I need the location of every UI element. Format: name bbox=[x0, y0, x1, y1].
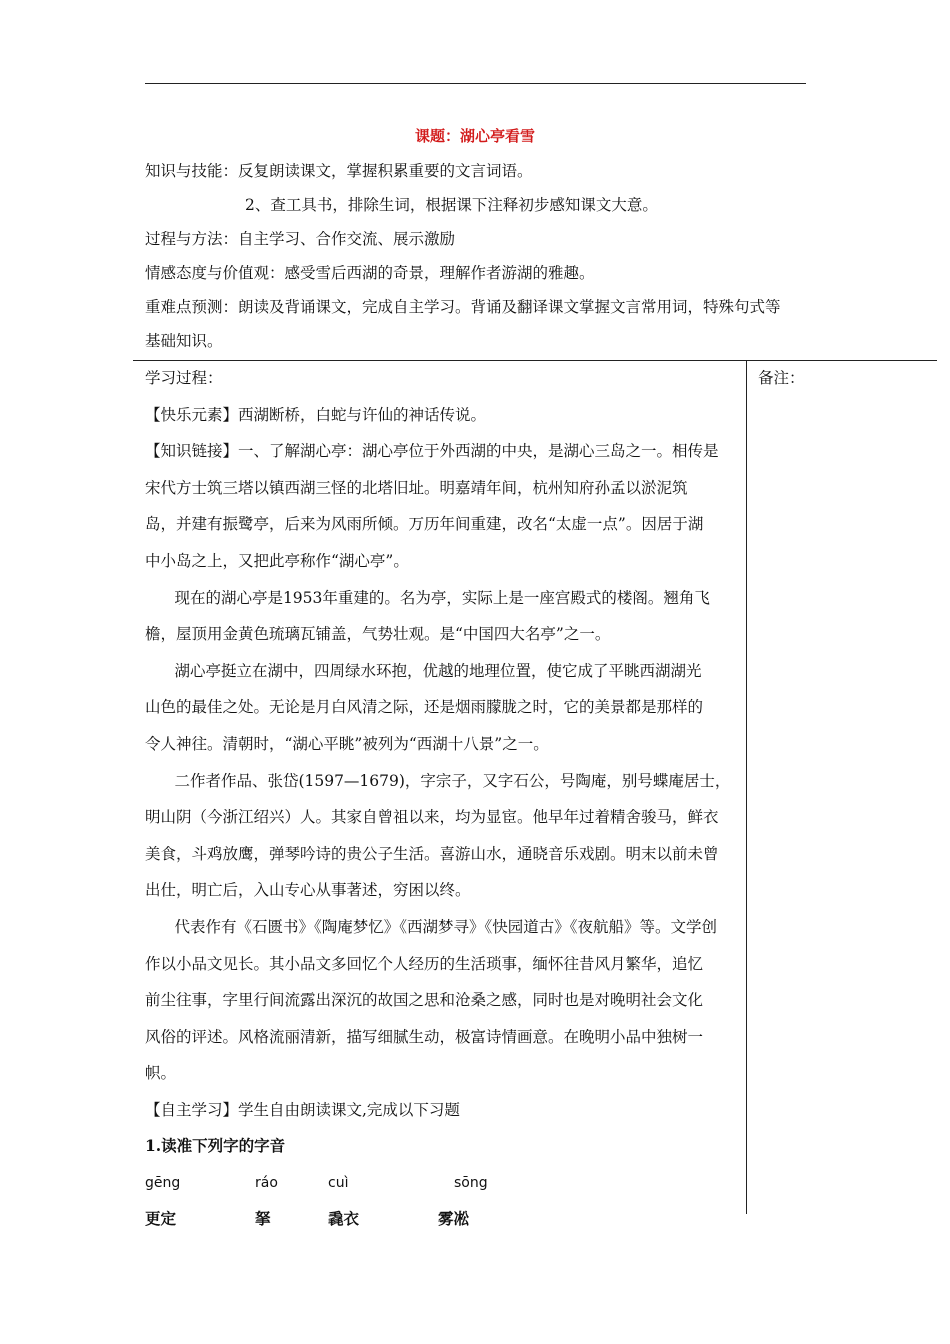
notes-label: 备注： bbox=[758, 369, 805, 387]
text-line: 明山阴（今浙江绍兴）人。其家自曾祖以来，均为显宦。他早年过着精舍骏马，鲜衣 bbox=[145, 808, 719, 827]
objective-line: 2、查工具书，排除生词，根据课下注释初步感知课文大意。 bbox=[245, 196, 658, 214]
pinyin: cuì bbox=[328, 1175, 349, 1192]
objective-line: 过程与方法：自主学习、合作交流、展示激励 bbox=[145, 230, 456, 248]
text-line: 学习过程： bbox=[145, 369, 223, 387]
text-line: 檐，屋顶用金黄色琉璃瓦铺盖，气势壮观。是“中国四大名亭”之一。 bbox=[145, 625, 611, 644]
vocab-word: 雾凇 bbox=[438, 1209, 470, 1229]
text-line: 【快乐元素】西湖断桥，白蛇与许仙的神话传说。 bbox=[145, 405, 487, 424]
vocab-word: 拏 bbox=[255, 1209, 271, 1229]
vocab-word: 毳衣 bbox=[328, 1209, 360, 1229]
study-process-section bbox=[145, 360, 740, 1237]
table-column-divider bbox=[746, 360, 747, 1214]
objective-line: 基础知识。 bbox=[145, 332, 223, 350]
word-row bbox=[145, 1201, 740, 1237]
text-line: 前尘往事，字里行间流露出深沉的故国之思和沧桑之感，同时也是对晚明社会文化 bbox=[145, 991, 704, 1010]
text-line: 令人神往。清朝时，“湖心平眺”被列为“西湖十八景”之一。 bbox=[145, 734, 549, 753]
text-line: 风俗的评述。风格流丽清新，描写细腻生动，极富诗情画意。在晚明小品中独树一 bbox=[145, 1027, 704, 1046]
text-line: 【自主学习】学生自由朗读课文,完成以下习题 bbox=[145, 1100, 460, 1119]
text-line: 出仕，明亡后，入山专心从事著述，穷困以终。 bbox=[145, 881, 471, 900]
text-line: 美食，斗鸡放鹰，弹琴吟诗的贵公子生活。喜游山水，通晓音乐戏剧。明末以前未曾 bbox=[145, 844, 719, 863]
text-line: 现在的湖心亭是1953年重建的。名为亭，实际上是一座宫殿式的楼阁。翘角飞 bbox=[174, 588, 710, 607]
text-line: 岛，并建有振鹭亭，后来为风雨所倾。万历年间重建，改名“太虚一点”。因居于湖 bbox=[145, 515, 704, 534]
text-line: 中小岛之上，又把此亭称作“湖心亭”。 bbox=[145, 551, 409, 570]
text-line: 宋代方士筑三塔以镇西湖三怪的北塔旧址。明嘉靖年间，杭州知府孙孟以淤泥筑 bbox=[145, 478, 688, 497]
text-line: 二作者作品、张岱(1597—1679)，字宗子，又字石公，号陶庵，别号蝶庵居士， bbox=[174, 771, 731, 790]
pinyin-row bbox=[145, 1165, 740, 1201]
top-rule bbox=[145, 83, 806, 84]
exercise-heading: 1.读准下列字的字音 bbox=[145, 1136, 286, 1156]
text-line: 湖心亭挺立在湖中，四周绿水环抱，优越的地理位置，使它成了平眺西湖湖光 bbox=[174, 661, 702, 680]
objective-line: 情感态度与价值观：感受雪后西湖的奇景，理解作者游湖的雅趣。 bbox=[145, 264, 595, 282]
objective-line: 重难点预测：朗读及背诵课文，完成自主学习。背诵及翻译课文掌握文言常用词，特殊句式等 bbox=[145, 298, 781, 316]
text-line: 代表作有《石匮书》《陶庵梦忆》《西湖梦寻》《快园道古》《夜航船》等。文学创 bbox=[174, 917, 717, 936]
text-line: 帜。 bbox=[145, 1064, 177, 1083]
text-line: 作以小品文见长。其小品文多回忆个人经历的生活琐事，缅怀往昔风月繁华，追忆 bbox=[145, 954, 704, 973]
text-line: 山色的最佳之处。无论是月白风清之际，还是烟雨朦胧之时，它的美景都是那样的 bbox=[145, 698, 704, 717]
vocab-word: 更定 bbox=[145, 1209, 177, 1229]
objectives-section bbox=[145, 154, 810, 358]
pinyin: ráo bbox=[255, 1175, 278, 1192]
objective-line: 知识与技能：反复朗读课文，掌握积累重要的文言词语。 bbox=[145, 162, 533, 180]
pinyin: gēng bbox=[145, 1175, 181, 1192]
pinyin: sōng bbox=[454, 1175, 488, 1192]
page-title: 课题：湖心亭看雪 bbox=[414, 127, 535, 145]
text-line: 【知识链接】一、了解湖心亭：湖心亭位于外西湖的中央，是湖心三岛之一。相传是 bbox=[145, 442, 719, 461]
